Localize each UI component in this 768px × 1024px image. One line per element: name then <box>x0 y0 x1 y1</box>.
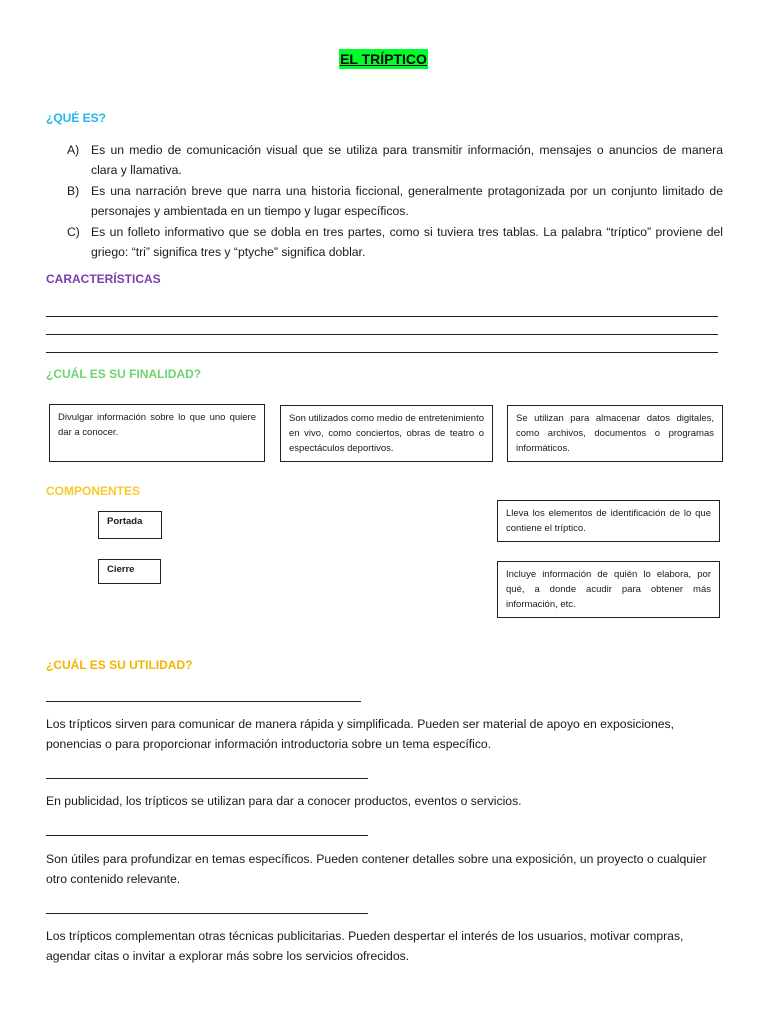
option-c <box>67 222 723 262</box>
answer-line <box>46 913 368 914</box>
finalidad-option-box: Divulgar información sobre lo que uno quiere dar a conocer. <box>49 404 265 462</box>
option-letter: B) <box>67 184 80 198</box>
section-heading-finalidad: ¿CUÁL ES SU FINALIDAD? <box>46 367 202 381</box>
component-description-box: Lleva los elementos de identificación de lo que contiene el tríptico. <box>497 500 720 542</box>
section-heading-caracteristicas: CARACTERÍSTICAS <box>46 272 161 286</box>
utilidad-paragraph: Son útiles para profundizar en temas específicos. Pueden contener detalles sobre una exposición, un proyecto o cualquier otro contenido relevante. <box>46 852 707 886</box>
section-heading-utilidad: ¿CUÁL ES SU UTILIDAD? <box>46 658 193 672</box>
answer-line <box>46 316 718 317</box>
answer-line <box>46 778 368 779</box>
answer-line <box>46 352 718 353</box>
option-b <box>67 181 723 221</box>
option-letter: C) <box>67 225 80 239</box>
component-label-portada: Portada <box>98 511 162 539</box>
component-label-cierre: Cierre <box>98 559 161 584</box>
section-heading-que-es: ¿QUÉ ES? <box>46 111 107 125</box>
answer-line <box>46 835 368 836</box>
utilidad-paragraph: En publicidad, los trípticos se utilizan para dar a conocer productos, eventos o servicios. <box>46 794 522 808</box>
section-heading-componentes: COMPONENTES <box>46 484 141 498</box>
answer-line <box>46 334 718 335</box>
option-letter: A) <box>67 143 80 157</box>
option-text: Es una narración breve que narra una historia ficcional, generalmente protagonizada por un conjunto limitado de personajes y ambientada en un tiempo y lugar específicos. <box>91 184 723 218</box>
option-text: Es un medio de comunicación visual que se utiliza para transmitir información, mensajes o anuncios de manera clara y llamativa. <box>91 143 723 177</box>
option-text: Es un folleto informativo que se dobla en tres partes, como si tuviera tres tablas. La palabra “tríptico” proviene del griego: “tri” significa tres y “ptyche” significa doblar. <box>91 225 723 259</box>
utilidad-paragraph: Los trípticos sirven para comunicar de manera rápida y simplificada. Pueden ser material de apoyo en exposiciones, ponencias o para proporcionar información introductoria sobre un tema específico. <box>46 717 674 751</box>
finalidad-option-box: Se utilizan para almacenar datos digitales, como archivos, documentos o programas informáticos. <box>507 405 723 462</box>
answer-line <box>46 701 361 702</box>
finalidad-option-box: Son utilizados como medio de entretenimiento en vivo, como conciertos, obras de teatro o espectáculos deportivos. <box>280 405 493 462</box>
utilidad-paragraph: Los trípticos complementan otras técnicas publicitarias. Pueden despertar el interés de los usuarios, motivar compras, agendar citas o invitar a explorar más sobre los servicios ofrecidos. <box>46 929 684 963</box>
page-title: EL TRÍPTICO <box>340 51 427 67</box>
option-a <box>67 140 723 180</box>
component-description-box: Incluye información de quién lo elabora, por qué, a donde acudir para obtener más información, etc. <box>497 561 720 618</box>
